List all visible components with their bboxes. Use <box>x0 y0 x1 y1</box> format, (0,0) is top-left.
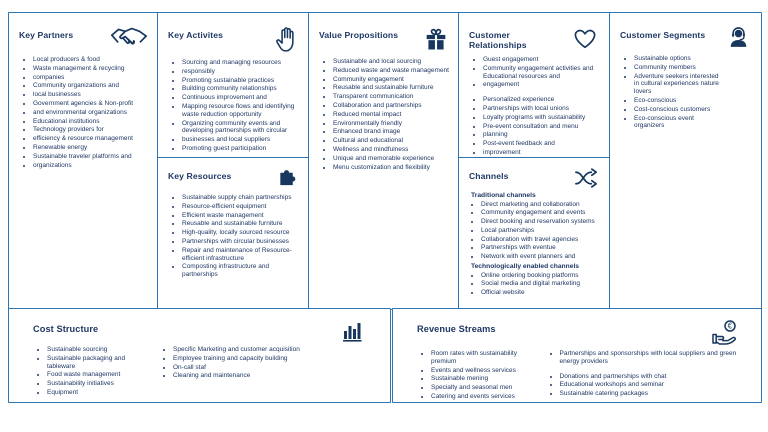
list-item: • Specific Marketing and customer acquisition <box>173 346 333 354</box>
list-item: • Social media and digital marketing <box>481 280 600 288</box>
cost-structure-columns <box>33 346 380 398</box>
key-activities-title: Key Activites <box>168 30 223 40</box>
customer-relationships-title: Customer Relationships <box>469 30 527 50</box>
channels-tech-list <box>469 272 604 297</box>
list-item: • Room rates with sustainability premium <box>431 350 542 366</box>
list-item: • Specialty and seasonal men <box>431 384 542 392</box>
value-propositions-title: Value Propositions <box>319 30 399 40</box>
revenue-streams-columns <box>417 350 751 402</box>
list-item: • Sustainable packaging and tableware <box>47 355 155 371</box>
puzzle-icon <box>276 166 299 189</box>
list-item: • Educational institutions <box>33 118 148 126</box>
list-item: • Educational workshops and seminar <box>560 381 747 389</box>
list-item: • engagement <box>483 81 600 89</box>
key-resources-list <box>168 194 303 279</box>
list-item: • improvement <box>483 149 600 157</box>
revenue-streams-col2 <box>546 350 751 402</box>
list-item: • Sourcing and managing resources <box>182 59 299 67</box>
customer-relationships-list <box>469 56 604 157</box>
key-activities-resources-box <box>157 12 310 310</box>
list-item: • Transparent communication <box>333 93 450 101</box>
list-item: • Events and wellness services <box>431 367 542 375</box>
list-item: • Community organizations and <box>33 82 148 90</box>
customer-relationships-header <box>469 25 604 51</box>
value-propositions-header <box>319 25 454 53</box>
list-item: • Network with event planners and <box>481 253 600 261</box>
shuffle-icon <box>573 166 600 190</box>
heart-icon <box>570 25 600 51</box>
hand-icon <box>273 25 299 54</box>
list-item: • Cultural and educational <box>333 137 450 145</box>
list-item: • Promoting sustainable practices <box>182 77 299 85</box>
list-item: • Community engagement <box>333 76 450 84</box>
key-resources-title: Key Resources <box>168 171 232 181</box>
list-item: • Loyalty programs with sustainability <box>483 114 600 122</box>
customer-segments-header <box>620 25 755 50</box>
key-activities-cell <box>158 13 309 158</box>
list-item: • and environmental organizations <box>33 109 148 117</box>
list-item: • Reusable and sustainable furniture <box>333 84 450 92</box>
list-item: • On-call staf <box>173 364 333 372</box>
list-item: • Sustainable and local sourcing <box>333 58 450 66</box>
list-item: • local businesses <box>33 91 148 99</box>
list-item: • Eco-conscious event organizers <box>634 115 751 131</box>
list-item: • Unique and memorable experience <box>333 155 450 163</box>
list-item: • Guest engagement <box>483 56 600 64</box>
gift-icon <box>422 25 450 53</box>
cost-structure-box <box>8 308 391 403</box>
list-item: • Sustainable options <box>634 55 751 63</box>
cost-structure-col2 <box>159 346 337 398</box>
list-item: • Community members <box>634 64 751 72</box>
key-activities-list <box>168 59 303 153</box>
list-item: • Organizing community events and developing partnerships with circular <box>182 120 299 136</box>
hand-euro-icon <box>711 319 741 347</box>
list-item: • Waste management & recycling <box>33 65 148 73</box>
list-item: • Local producers & food <box>33 56 148 64</box>
list-item: • Cost-conscious customers <box>634 106 751 114</box>
list-item: • organizations <box>33 162 148 170</box>
channels-tech-header: Technologically enabled channels <box>471 263 580 271</box>
list-item: • Collaboration and partnerships <box>333 102 450 110</box>
customer-relationships-cell <box>459 13 610 158</box>
list-item: • Reduced waste and waste management <box>333 67 450 75</box>
revenue-streams-box <box>392 308 762 403</box>
list-item: • Building community relationships <box>182 85 299 93</box>
list-item: • Reusable and sustainable furniture <box>182 220 299 228</box>
channels-traditional-header: Traditional channels <box>471 192 536 199</box>
handshake-icon <box>110 25 148 51</box>
list-item: • Repair and maintenance of Resource-efficient infrastructure <box>182 247 299 263</box>
list-item: • Sustainable mening <box>431 375 542 383</box>
list-item: • Government agencies & Non-profit <box>33 100 148 108</box>
list-item: • Partnerships with local unions <box>483 105 600 113</box>
list-item: • Community engagement and events <box>481 209 600 217</box>
key-activities-header <box>168 25 303 54</box>
list-item: • Continuous improvement and <box>182 94 299 102</box>
list-item: • Promoting guest participation <box>182 145 299 153</box>
list-item: • Menu customization and flexibility <box>333 164 450 172</box>
key-partners-box <box>8 12 159 310</box>
list-item: • companies <box>33 74 148 82</box>
list-item: • Official website <box>481 289 600 297</box>
list-item: • Partnerships and sponsorships with local suppliers and green energy providers <box>560 350 747 366</box>
list-item: • Employee training and capacity building <box>173 355 333 363</box>
list-item: • Sustainable sourcing <box>47 346 155 354</box>
list-item: • Composting infrastructure and partnerships <box>182 263 299 279</box>
list-item: • Adventure seekers interested in cultural experiences nature lovers <box>634 73 751 96</box>
list-item: • Sustainable traveler platforms and <box>33 153 148 161</box>
list-item: • planning <box>483 131 600 139</box>
list-item: • Renewable energy <box>33 144 148 152</box>
list-item: • Enhanced brand image <box>333 128 450 136</box>
key-resources-header <box>168 166 303 189</box>
list-item: • Partnerships with circular businesses <box>182 238 299 246</box>
list-item: • Equipment <box>47 389 155 397</box>
channels-cell <box>459 158 610 309</box>
list-item: • Sustainable supply chain partnerships <box>182 194 299 202</box>
customer-relationships-channels-box <box>458 12 611 310</box>
list-item: • Eco-conscious <box>634 97 751 105</box>
revenue-streams-title: Revenue Streams <box>417 324 496 334</box>
key-partners-header <box>19 25 152 51</box>
list-item: • Wellness and mindfulness <box>333 146 450 154</box>
list-item: • Resource-efficient equipment <box>182 203 299 211</box>
cost-structure-header <box>33 319 380 343</box>
list-item: • High-quality, locally sourced resource <box>182 229 299 237</box>
cost-structure-col1 <box>33 346 159 398</box>
key-resources-cell <box>158 158 309 309</box>
support-person-icon <box>726 25 751 50</box>
customer-segments-box <box>609 12 762 310</box>
list-item: • Mapping resource flows and identifying waste reduction opportunity <box>182 103 299 119</box>
list-item: • Post-event feedback and <box>483 140 600 148</box>
list-item: • Pre-event consultation and menu <box>483 123 600 131</box>
list-item: • Environmentally friendly <box>333 120 450 128</box>
list-spacer <box>483 90 600 95</box>
svg-text:€: € <box>727 321 733 331</box>
channels-header <box>469 166 604 190</box>
list-item: • Reduced mental impact <box>333 111 450 119</box>
key-partners-list <box>19 56 152 169</box>
list-item: • Cleaning and maintenance <box>173 372 333 380</box>
list-item: • Food waste management <box>47 371 155 379</box>
list-item: • Direct booking and reservation systems <box>481 218 600 226</box>
list-item: • businesses and local suppliers <box>182 136 299 144</box>
list-item: • Sustainable catering packages <box>560 390 747 398</box>
list-item: • Personalized experience <box>483 96 600 104</box>
channels-title: Channels <box>469 171 509 181</box>
bar-chart-icon <box>340 319 364 343</box>
value-propositions-list <box>319 58 454 171</box>
list-item: • Efficient waste management <box>182 212 299 220</box>
list-item: • Donations and partnerships with chat <box>560 373 747 381</box>
list-item: • Sustainability initiatives <box>47 380 155 388</box>
list-item: • responsibly <box>182 68 299 76</box>
list-item: • Local partnerships <box>481 227 600 235</box>
list-item: • Direct marketing and collaboration <box>481 201 600 209</box>
list-item: • Online ordering booking platforms <box>481 272 600 280</box>
key-partners-title: Key Partners <box>19 30 74 40</box>
value-propositions-box <box>308 12 461 310</box>
cost-structure-title: Cost Structure <box>33 324 99 334</box>
list-item: • Technology providers for <box>33 126 148 134</box>
list-item: • efficiency & resource management <box>33 135 148 143</box>
list-item: • Community engagement activities and Educational resources and <box>483 65 600 81</box>
list-item: • Collaboration with travel agencies <box>481 236 600 244</box>
list-spacer <box>560 367 747 372</box>
customer-segments-list <box>620 55 755 130</box>
channels-traditional-list <box>469 201 604 262</box>
customer-segments-title: Customer Segments <box>620 30 706 40</box>
revenue-streams-header <box>417 319 751 347</box>
list-item: • Catering and events services <box>431 393 542 401</box>
list-item: • Partnerships with eventue <box>481 244 600 252</box>
revenue-streams-col1 <box>417 350 546 402</box>
